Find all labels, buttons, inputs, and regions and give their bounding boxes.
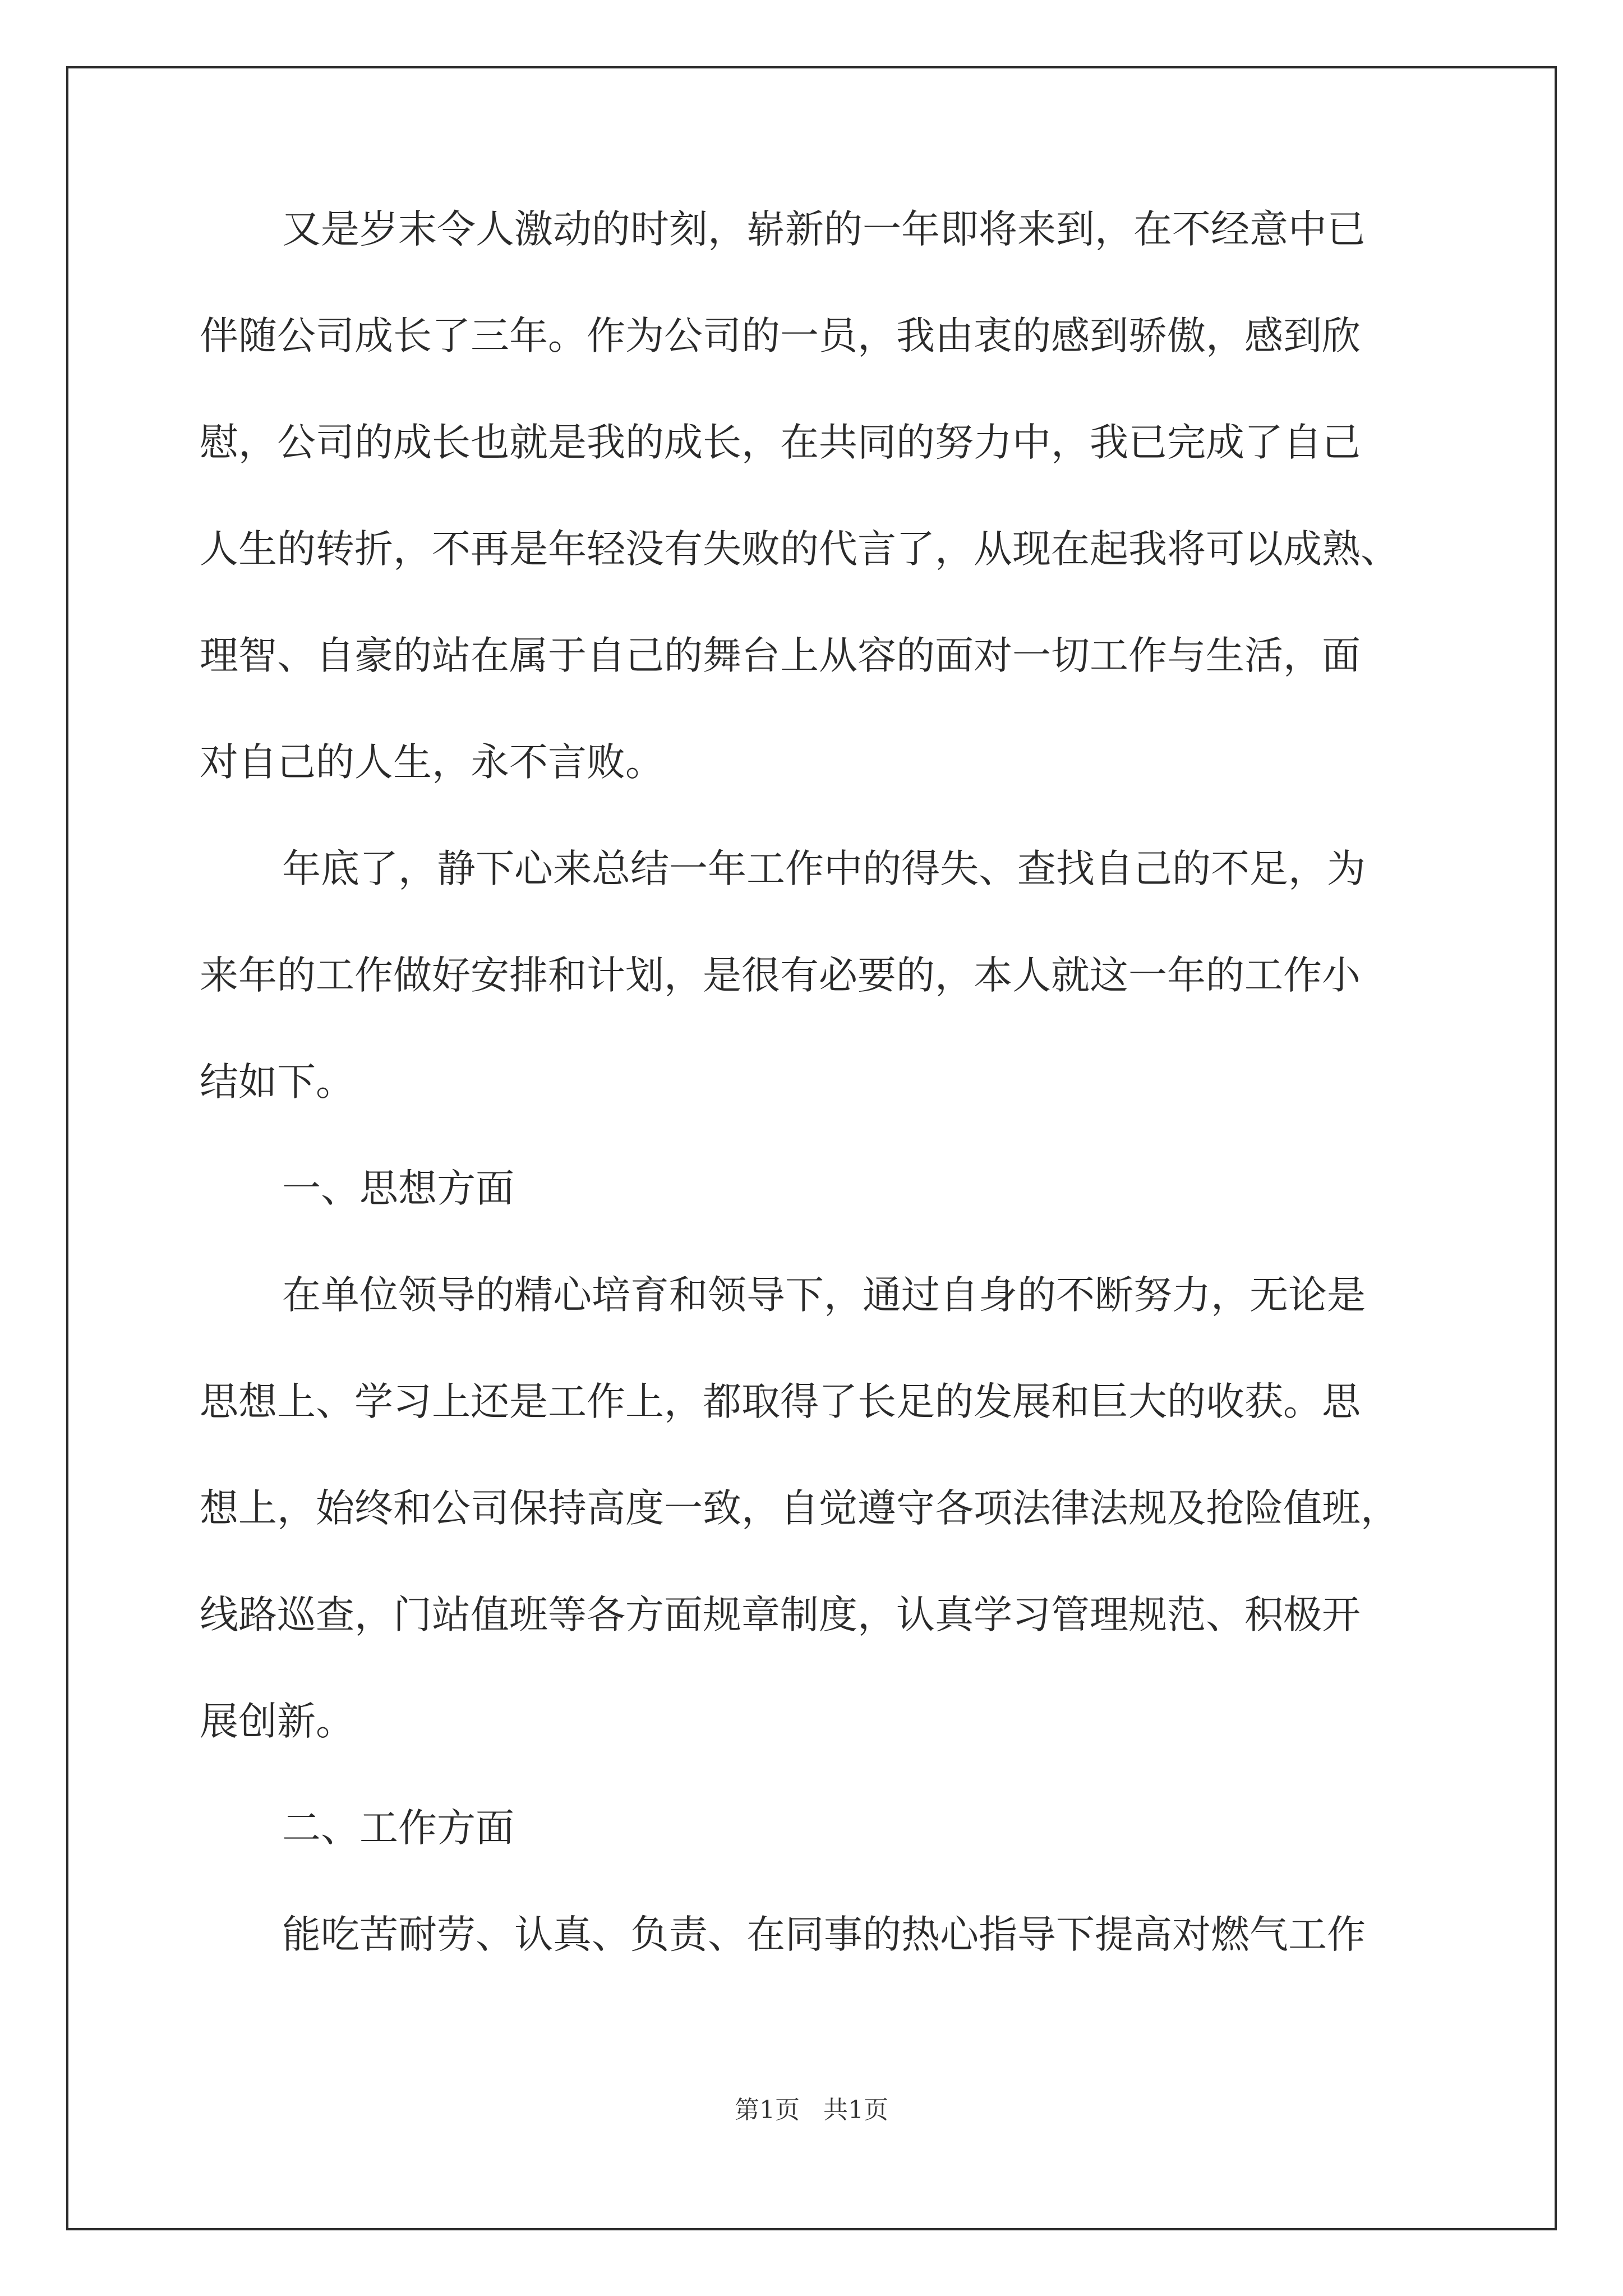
paragraph-3-line-4: 线路巡查，门站值班等各方面规章制度，认真学习管理规范、积极开 — [200, 1593, 1361, 1637]
paragraph-1-line-1: 又是岁末令人激动的时刻，崭新的一年即将来到，在不经意中已 — [282, 207, 1366, 252]
paragraph-1-line-3: 慰，公司的成长也就是我的成长，在共同的努力中，我已完成了自己 — [200, 420, 1361, 465]
paragraph-3-line-2: 思想上、学习上还是工作上，都取得了长足的发展和巨大的收获。思 — [200, 1379, 1361, 1424]
page-number-footer: 第1页 共1页 — [735, 2096, 888, 2124]
section-heading-work: 二、工作方面 — [282, 1806, 514, 1851]
paragraph-3-line-5: 展创新。 — [200, 1699, 354, 1744]
paragraph-2-line-3: 结如下。 — [200, 1060, 354, 1105]
paragraph-1-line-5: 理智、自豪的站在属于自己的舞台上从容的面对一切工作与生活，面 — [200, 633, 1361, 678]
paragraph-1-line-4: 人生的转折，不再是年轻没有失败的代言了，从现在起我将可以成熟、 — [200, 527, 1399, 572]
paragraph-1-line-2: 伴随公司成长了三年。作为公司的一员，我由衷的感到骄傲，感到欣 — [200, 314, 1361, 358]
section-heading-thought: 一、思想方面 — [282, 1166, 514, 1211]
page-border — [66, 66, 1557, 2230]
paragraph-3-line-3: 想上，始终和公司保持高度一致，自觉遵守各项法律法规及抢险值班， — [200, 1486, 1399, 1531]
paragraph-1-line-6: 对自己的人生，永不言败。 — [200, 740, 664, 785]
paragraph-4-line-1: 能吃苦耐劳、认真、负责、在同事的热心指导下提高对燃气工作 — [282, 1912, 1366, 1957]
paragraph-3-line-1: 在单位领导的精心培育和领导下，通过自身的不断努力，无论是 — [282, 1273, 1366, 1318]
paragraph-2-line-1: 年底了，静下心来总结一年工作中的得失、查找自己的不足，为 — [282, 846, 1366, 891]
paragraph-2-line-2: 来年的工作做好安排和计划，是很有必要的，本人就这一年的工作小 — [200, 953, 1361, 998]
